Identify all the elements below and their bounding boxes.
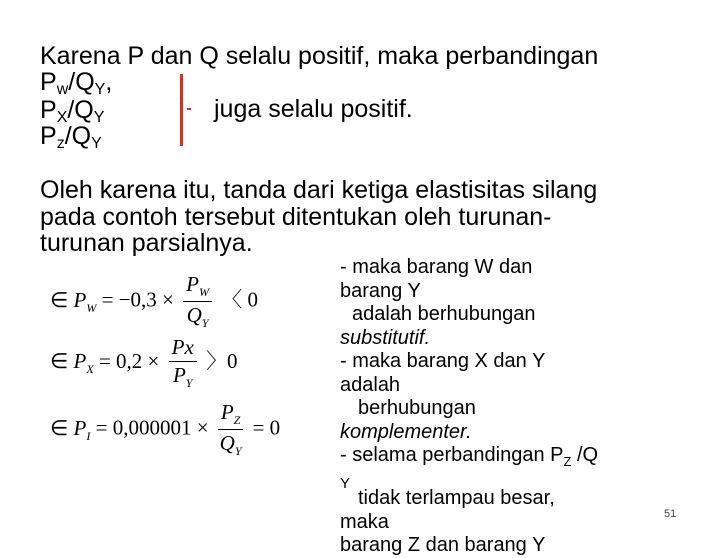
notes-block: [340, 256, 598, 474]
eq-sign: 〈 0: [221, 287, 258, 312]
note-line: berhubungan: [358, 397, 476, 419]
note-line: - maka barang X dan Y: [340, 350, 546, 372]
bracket-marker: [180, 74, 183, 146]
note-sub-y: Y: [340, 475, 351, 492]
ratio-x: $P_X/Q_Y$: [40, 96, 105, 126]
note-line: maka: [340, 511, 389, 533]
eq-rhs: = 0,2 ×: [98, 348, 160, 373]
equation-z: [50, 400, 280, 459]
paragraph-line-2: pada contoh tersebut ditentukan oleh turunan-: [40, 203, 552, 231]
note-line: adalah: [340, 373, 401, 396]
eq-rhs: = 0,000001 ×: [95, 415, 209, 440]
bracket-dot: [187, 108, 191, 110]
paragraph-line-3: turunan parsialnya.: [40, 229, 253, 257]
equation-w: [50, 272, 258, 331]
eq-sign: 〉0: [206, 348, 238, 373]
equation-x: [50, 335, 238, 391]
note-line: tidak terlampau besar,: [358, 487, 555, 509]
ratio-z: $P_z/Q_Y$: [40, 122, 102, 152]
eq-lhs: ∈ $P_I$: [50, 415, 91, 443]
note-line: - selama perbandingan $P_Z$ /Q: [340, 444, 599, 469]
note-line: komplementer.: [340, 420, 472, 443]
note-line-cut: barang Z dan barang Y: [340, 534, 546, 556]
eq-lhs: ∈ $P_W$: [50, 287, 97, 315]
eq-sign: = 0: [252, 415, 281, 440]
eq-fraction: $\frac{P_Z}{Q_Y}$: [219, 400, 242, 459]
intro-conclusion: juga selalu positif.: [214, 95, 413, 123]
page-number: 51: [664, 508, 677, 520]
eq-rhs: = −0,3 ×: [101, 287, 174, 312]
ratio-w: $P_w/Q_Y$,: [40, 68, 113, 98]
paragraph-line-1: Oleh karena itu, tanda dari ketiga elastisitas silang: [40, 176, 598, 204]
note-line: substitutif.: [340, 326, 431, 349]
eq-fraction: $\frac{P_W}{Q_Y}$: [183, 272, 212, 331]
eq-fraction: $\frac{Px}{P_Y}$: [169, 335, 197, 391]
note-line: - maka barang W dan: [340, 256, 533, 278]
note-line: adalah berhubungan: [352, 303, 536, 325]
intro-line: Karena P dan Q selalu positif, maka perbandingan: [40, 42, 599, 70]
note-line: barang Y: [340, 279, 421, 302]
eq-lhs: ∈ $P_X$: [50, 348, 94, 377]
